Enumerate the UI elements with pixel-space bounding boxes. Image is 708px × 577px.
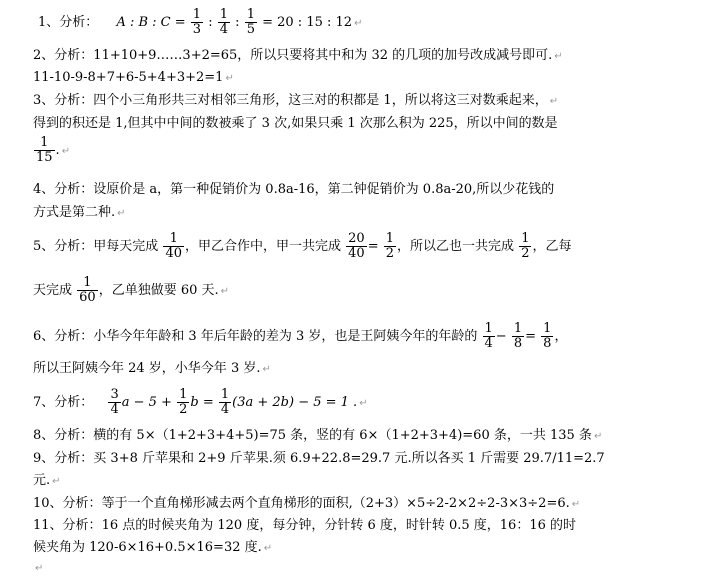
item-text: 16 点的时候夹角为 120 度，每分钟，分针转 6 度，时针转 0.5 度，16：16 的时 bbox=[101, 518, 577, 533]
fraction: $\frac{1}{2}$ bbox=[179, 387, 188, 417]
fraction: $\frac{20}{40}$ bbox=[348, 231, 365, 261]
item-9-line-2 bbox=[33, 473, 61, 490]
fraction: $\frac{1}{5}$ bbox=[246, 7, 255, 37]
fraction: $\frac{1}{3}$ bbox=[192, 7, 202, 37]
item-4: 4、分析：设原价是 a，第一种促销价为 0.8a-16，第二钟促销价为 0.8a-20,所以少花钱的 bbox=[33, 182, 555, 197]
item-9: 9、分析：买 3+8 斤苹果和 2+9 斤苹果.须 6.9+22.8=29.7 元.所以各买 1 斤需要 29.7/11=2.7 bbox=[33, 451, 605, 466]
item-lead: 分析： bbox=[59, 15, 99, 30]
item-3-line-3: $\frac{1}{15}$ . ↵ bbox=[36, 135, 71, 165]
item-text: 横的有 5×（1+2+3+4+5)=75 条，竖的有 6×（1+2+3+4)=60 条，一共 135 条 bbox=[93, 428, 592, 443]
item-text: 元. bbox=[33, 473, 51, 488]
item-6-line-2: 所以王阿姨今年 24 岁，小华今年 3 岁. ↵ bbox=[33, 361, 271, 376]
trailing-paragraph bbox=[33, 560, 43, 577]
item-text: 四个小三角形共三对相邻三角形，这三对的积都是 1，所以将这三对数乘起来， bbox=[93, 93, 548, 108]
return-mark-icon: ↵ bbox=[117, 208, 126, 219]
item-text: 11-10-9-8+7+6-5+4+3+2=1 bbox=[33, 70, 224, 85]
item-text: 11+10+9……3+2=65，所以只要将其中和为 32 的几项的加号改成减号即可. bbox=[93, 48, 553, 63]
item-4-line-2 bbox=[33, 205, 126, 222]
fraction: $\frac{1}{60}$ bbox=[79, 275, 96, 305]
return-mark-icon: ↵ bbox=[220, 286, 230, 297]
fraction: $\frac{1}{4}$ bbox=[484, 321, 493, 351]
return-mark-icon: ↵ bbox=[359, 398, 368, 409]
return-mark-icon: ↵ bbox=[52, 476, 61, 487]
item-5: 5、分析：甲每天完成 $\frac{1}{40}$ ，甲乙合作中，甲一共完成 $\frac{20}{40}$ = $\frac{1}{2}$ ，所以乙也一共完成 $\frac{1}{2}$ ，乙每 bbox=[33, 231, 572, 261]
return-mark-icon: ↵ bbox=[554, 51, 563, 62]
return-mark-icon: ↵ bbox=[571, 499, 581, 510]
return-mark-icon: ↵ bbox=[262, 364, 271, 375]
item-1: 1、分析： A : B : C = $\frac{1}{3}$ : $\frac{1}{4}$ : $\frac{1}{5}$ = 20 : 15 : 12 ↵ bbox=[38, 7, 363, 37]
fraction: $\frac{1}{15}$ bbox=[36, 135, 53, 165]
return-mark-icon: ↵ bbox=[593, 431, 603, 442]
item-5-line-2: 天完成 $\frac{1}{60}$ ，乙单独做要 60 天. ↵ bbox=[33, 275, 230, 305]
ratio-expression: A : B : C = bbox=[116, 15, 186, 30]
return-mark-icon: ↵ bbox=[61, 146, 71, 157]
fraction: $\frac{1}{8}$ bbox=[513, 321, 523, 351]
item-text: 买 3+8 斤苹果和 2+9 斤苹果.须 6.9+22.8=29.7 元.所以各买 1 斤需要 29.7/11=2.7 bbox=[93, 451, 605, 466]
return-mark-icon: ↵ bbox=[225, 73, 234, 84]
item-11: 11、分析：16 点的时候夹角为 120 度，每分钟，分针转 6 度，时针转 0.5 度，16：16 的时 bbox=[33, 518, 577, 533]
return-mark-icon: ↵ bbox=[354, 18, 363, 29]
return-mark-icon: ↵ bbox=[549, 96, 559, 107]
return-mark-icon: ↵ bbox=[263, 543, 273, 554]
item-text: 得到的积还是 1,但其中中间的数被乘了 3 次,如果只乘 1 次那么积为 225，所以中间的数是 bbox=[33, 116, 558, 131]
item-text: 方式是第二种. bbox=[33, 205, 116, 220]
item-7: 7、分析： $\frac{3}{4}$ a − 5 + $\frac{1}{2}$ b = $\frac{1}{4}$ (3a + 2b) − 5 = 1 . ↵ bbox=[33, 387, 368, 417]
fraction: $\frac{1}{8}$ bbox=[543, 321, 552, 351]
fraction: $\frac{1}{2}$ bbox=[521, 231, 530, 261]
item-8: 8、分析：横的有 5×（1+2+3+4+5)=75 条，竖的有 6×（1+2+3+4)=60 条，一共 135 条 ↵ bbox=[33, 428, 603, 443]
fraction: $\frac{1}{4}$ bbox=[219, 7, 229, 37]
item-10: 10、分析：等于一个直角梯形减去两个直角梯形的面积,（2+3）×5÷2-2×2÷2-3×3÷2=6. ↵ bbox=[33, 496, 581, 511]
item-text: 候夹角为 120-6×16+0.5×16=32 度. bbox=[33, 540, 262, 555]
item-3: 3、分析：四个小三角形共三对相邻三角形，这三对的积都是 1，所以将这三对数乘起来， ↵ bbox=[33, 93, 559, 108]
fraction: $\frac{3}{4}$ bbox=[110, 387, 119, 417]
item-text: 等于一个直角梯形减去两个直角梯形的面积,（2+3）×5÷2-2×2÷2-3×3÷2=6. bbox=[101, 496, 570, 511]
fraction: $\frac{1}{40}$ bbox=[165, 231, 182, 261]
item-text: 设原价是 a，第一种促销价为 0.8a-16，第二钟促销价为 0.8a-20,所以少花钱的 bbox=[93, 182, 555, 197]
item-11-line-2 bbox=[33, 540, 272, 557]
item-number: 1、 bbox=[38, 15, 60, 30]
item-2-line-2 bbox=[33, 70, 234, 87]
fraction: $\frac{1}{4}$ bbox=[220, 387, 230, 417]
item-6: 6、分析：小华今年年龄和 3 年后年龄的差为 3 岁，也是王阿姨今年的年龄的 $\frac{1}{4}$ − $\frac{1}{8}$ = $\frac{1}{8}$ ， bbox=[33, 321, 568, 351]
item-3-line-2 bbox=[33, 116, 558, 132]
fraction: $\frac{1}{2}$ bbox=[385, 231, 395, 261]
item-2: 2、分析：11+10+9……3+2=65，所以只要将其中和为 32 的几项的加号改成减号即可. ↵ bbox=[33, 48, 563, 63]
return-mark-icon: ↵ bbox=[35, 563, 44, 574]
